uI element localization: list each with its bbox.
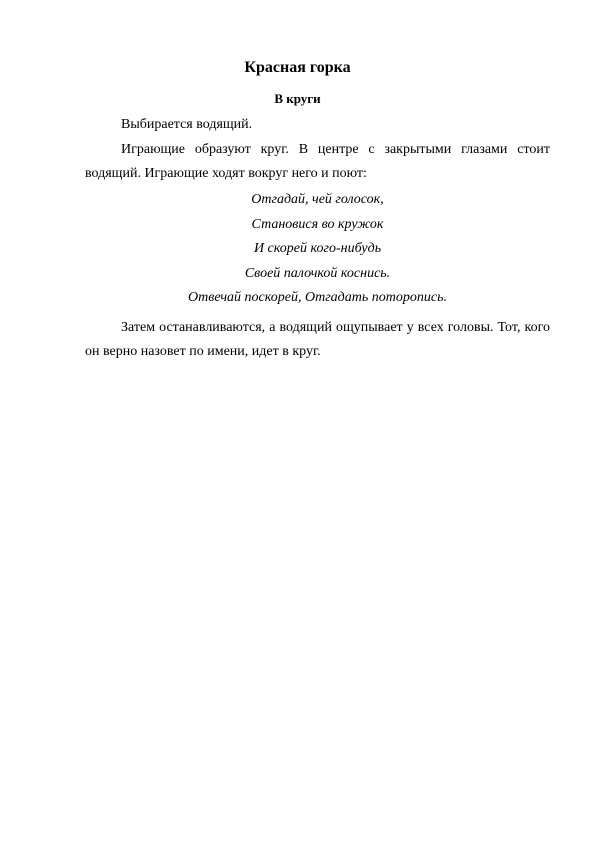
document-title: Красная горка — [244, 59, 351, 76]
paragraph-circle: Играющие образуют круг. В центре с закрытыми глазами стоит водящий. Играющие ходят вокруг него и поют: — [85, 142, 550, 181]
paragraph-intro: Выбирается водящий. — [121, 117, 253, 132]
poem-line: Становися во кружок — [251, 216, 384, 232]
paragraph-ending: Затем останавливаются, а водящий ощупывает у всех головы. Тот, кого он верно назовет по имени, идет в круг. — [85, 320, 550, 359]
poem-line: Своей палочкой коснись. — [244, 265, 391, 281]
poem-line: И скорей кого-нибудь — [253, 241, 382, 256]
poem-line: Отгадай, чей голосок, — [251, 192, 384, 207]
document-subtitle: В круги — [274, 91, 321, 106]
poem-line: Отвечай поскорей, Отгадать поторопись. — [188, 290, 447, 305]
poem-block — [85, 188, 550, 311]
